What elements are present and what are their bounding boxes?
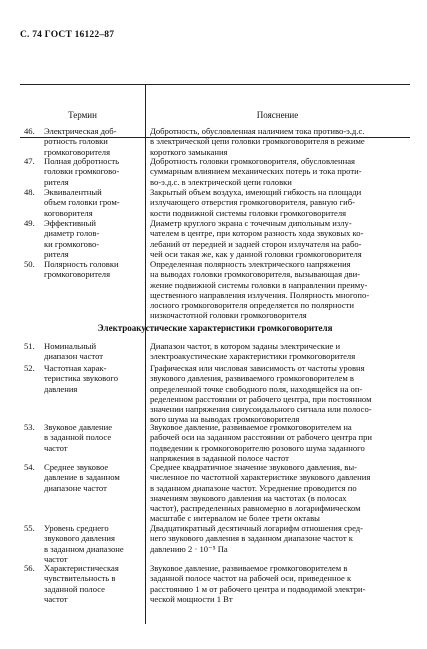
term-cell xyxy=(24,259,164,280)
explanation-text-line: низкочастотной головки громкоговорителя xyxy=(150,310,307,321)
term-text-line: Номинальный xyxy=(44,341,97,351)
explanation-text-line: численное по частотной характеристике звукового давления xyxy=(150,472,371,483)
term-text-line: рителя xyxy=(44,248,69,259)
term-text-line: Звуковое давление xyxy=(44,422,113,432)
explanation-cell xyxy=(150,422,408,463)
term-number: 51. xyxy=(24,341,35,351)
term-text-line: частот xyxy=(44,593,68,604)
term-cell xyxy=(24,218,164,259)
explanation-text-line: щественного направления излучения. Полярность многопо- xyxy=(150,289,370,300)
explanation-text-line: заданной полосе частот на рабочей оси, приведенное к xyxy=(150,573,352,584)
explanation-text-line: излучающего отверстия громкоговорителя, равную гиб- xyxy=(150,197,355,208)
term-text-line: Электрическая доб- xyxy=(44,126,117,136)
term-cell xyxy=(24,156,164,187)
explanation-text-line: Двадцатикратный десятичный логарифм отношения сред- xyxy=(150,523,364,533)
term-text-line: головки громкогово- xyxy=(44,166,120,177)
explanation-text-line: чей оси такая же, как у данной головки громкоговорителя xyxy=(150,248,362,259)
explanation-text-line: в электрической цепи головки громкоговорителя в режиме xyxy=(150,136,365,147)
explanation-text-line: определенной точке свободного поля, находящейся на оп- xyxy=(150,383,363,394)
explanation-text-line: Добротность головки громкоговорителя, обусловленная xyxy=(150,156,355,166)
explanation-text-line: Добротность, обусловленная наличием тока противо-э.д.с. xyxy=(150,126,365,136)
term-number: 55. xyxy=(24,523,35,533)
term-text-line: объем головки гром- xyxy=(44,197,120,208)
term-text-line: давления xyxy=(44,383,78,394)
term-text-line: Уровень среднего xyxy=(44,523,109,533)
explanation-cell xyxy=(150,156,408,187)
column-header-explanation: Пояснение xyxy=(256,110,299,120)
explanation-text-line: электроакустические характеристики громкоговорителя xyxy=(150,351,356,362)
explanation-text-line: Диаметр круглого экрана с точечным дипольным излу- xyxy=(150,218,352,228)
explanation-cell xyxy=(150,523,408,554)
term-cell xyxy=(24,187,164,218)
term-text-line: громкоговорителя xyxy=(44,269,111,280)
explanation-text-line: короткого замыкания xyxy=(150,146,228,157)
explanation-text-line: кости подвижной системы головки громкоговорителя xyxy=(150,207,347,218)
term-number: 46. xyxy=(24,126,35,136)
explanation-cell xyxy=(150,218,408,259)
explanation-text-line: масштабе с интервалом не более трети октавы xyxy=(150,513,320,524)
term-text-line: Среднее звуковое xyxy=(44,462,109,472)
explanation-text-line: напряжения в заданной полосе частот xyxy=(150,452,289,463)
section-title: Электроакустические характеристики громкоговорителя xyxy=(97,323,333,333)
term-text-line: ротность головки xyxy=(44,136,108,147)
explanation-text-line: давлению 2 · 10⁻⁵ Па xyxy=(150,543,228,554)
explanation-cell xyxy=(150,341,408,362)
explanation-text-line: Графическая или числовая зависимость от частоты уровня xyxy=(150,363,365,373)
explanation-cell xyxy=(150,126,408,157)
term-text-line: диаметр голов- xyxy=(44,228,100,239)
explanation-cell xyxy=(150,259,408,321)
term-cell xyxy=(24,422,164,453)
term-cell xyxy=(24,523,164,564)
term-text-line: Эффективный xyxy=(44,218,97,228)
term-text-line: рителя xyxy=(44,176,69,187)
explanation-cell xyxy=(150,462,408,524)
explanation-cell xyxy=(150,363,408,425)
explanation-text-line: чателем в центре, при котором разность хода звуковых ко- xyxy=(150,228,364,239)
explanation-text-line: суммарным влиянием механических потерь и тока проти- xyxy=(150,166,362,177)
term-text-line: давление в заданном xyxy=(44,472,120,483)
explanation-text-line: Закрытый объем воздуха, имеющий гибкость на площади xyxy=(150,187,362,197)
explanation-text-line: на выводах головки громкоговорителя, вызывающая дви- xyxy=(150,269,361,280)
explanation-text-line: Диапазон частот, в котором заданы электрические и xyxy=(150,341,341,351)
explanation-text-line: Звуковое давление, развиваемое громкоговорителем в xyxy=(150,563,348,573)
explanation-text-line: значениям звукового давления на частотах (в полосах xyxy=(150,492,347,503)
term-text-line: чувствительность в xyxy=(44,573,116,584)
explanation-text-line: Определенная полярность электрического напряжения xyxy=(150,259,351,269)
term-number: 53. xyxy=(24,422,35,432)
term-text-line: в заданной полосе xyxy=(44,432,112,443)
explanation-text-line: расстоянию 1 м от рабочего центра и подводимой электри- xyxy=(150,583,366,594)
explanation-text-line: Среднее квадратичное значение звукового давления, вы- xyxy=(150,462,357,472)
explanation-cell xyxy=(150,187,408,218)
term-text-line: диапазоне частот xyxy=(44,482,107,493)
term-number: 49. xyxy=(24,218,35,228)
explanation-text-line: Звуковое давление, развиваемое громкоговорителем на xyxy=(150,422,352,432)
term-text-line: Частотная харак- xyxy=(44,363,107,373)
page-header: С. 74 ГОСТ 16122–87 xyxy=(20,30,115,40)
explanation-text-line: значении напряжения синусоидального сигнала или полосо- xyxy=(150,404,372,415)
explanation-text-line: лосного громкоговорителя определяется по полярности xyxy=(150,300,355,311)
term-text-line: Эквивалентный xyxy=(44,187,102,197)
explanation-text-line: лебаний от передней и задней сторон излучателя на рабо- xyxy=(150,238,362,249)
explanation-text-line: рабочей оси на заданном расстоянии от рабочего центра при xyxy=(150,432,372,443)
term-cell xyxy=(24,363,164,394)
term-cell xyxy=(24,341,164,362)
column-header-term: Термин xyxy=(68,110,97,120)
term-text-line: Полярность головки xyxy=(44,259,119,269)
term-text-line: частот xyxy=(44,553,68,564)
explanation-text-line: ределенном расстоянии от рабочего центра, при постоянном xyxy=(150,393,372,404)
term-text-line: коговорителя xyxy=(44,207,93,218)
table-top-border xyxy=(20,84,410,85)
explanation-text-line: подведении к громкоговорителю розового шума заданного xyxy=(150,442,365,453)
term-number: 47. xyxy=(24,156,35,166)
explanation-text-line: частот), распределенных равномерно в логарифмическом xyxy=(150,503,361,514)
term-number: 52. xyxy=(24,363,35,373)
term-text-line: теристика звукового xyxy=(44,373,119,384)
term-text-line: частот xyxy=(44,442,68,453)
term-text-line: Полная добротность xyxy=(44,156,120,166)
term-cell xyxy=(24,563,164,604)
term-text-line: громкоговорителя xyxy=(44,146,111,157)
term-number: 54. xyxy=(24,462,35,472)
term-text-line: звукового давления xyxy=(44,533,115,544)
explanation-cell xyxy=(150,563,408,604)
term-cell xyxy=(24,462,164,493)
explanation-text-line: жение подвижной системы головки в направлении преиму- xyxy=(150,279,368,290)
explanation-text-line: во-э.д.с. в электрической цепи головки xyxy=(150,176,292,187)
term-number: 56. xyxy=(24,563,35,573)
term-text-line: ки громкогово- xyxy=(44,238,100,249)
term-number: 50. xyxy=(24,259,35,269)
explanation-text-line: него звукового давления в заданном диапазоне частот к xyxy=(150,533,353,544)
term-text-line: в заданном диапазоне xyxy=(44,543,124,554)
term-text-line: заданной полосе xyxy=(44,583,105,594)
explanation-text-line: звукового давления, развиваемого громкоговорителем в xyxy=(150,373,354,384)
term-text-line: диапазон частот xyxy=(44,351,104,362)
explanation-text-line: в заданном диапазоне частот. Усреднение проводится по xyxy=(150,482,357,493)
term-cell xyxy=(24,126,164,157)
explanation-text-line: ческой мощности 1 Вт xyxy=(150,593,233,604)
term-number: 48. xyxy=(24,187,35,197)
explanation-text-line: вого шума на выводах громкоговорителя xyxy=(150,414,300,425)
term-text-line: Характеристическая xyxy=(44,563,119,573)
